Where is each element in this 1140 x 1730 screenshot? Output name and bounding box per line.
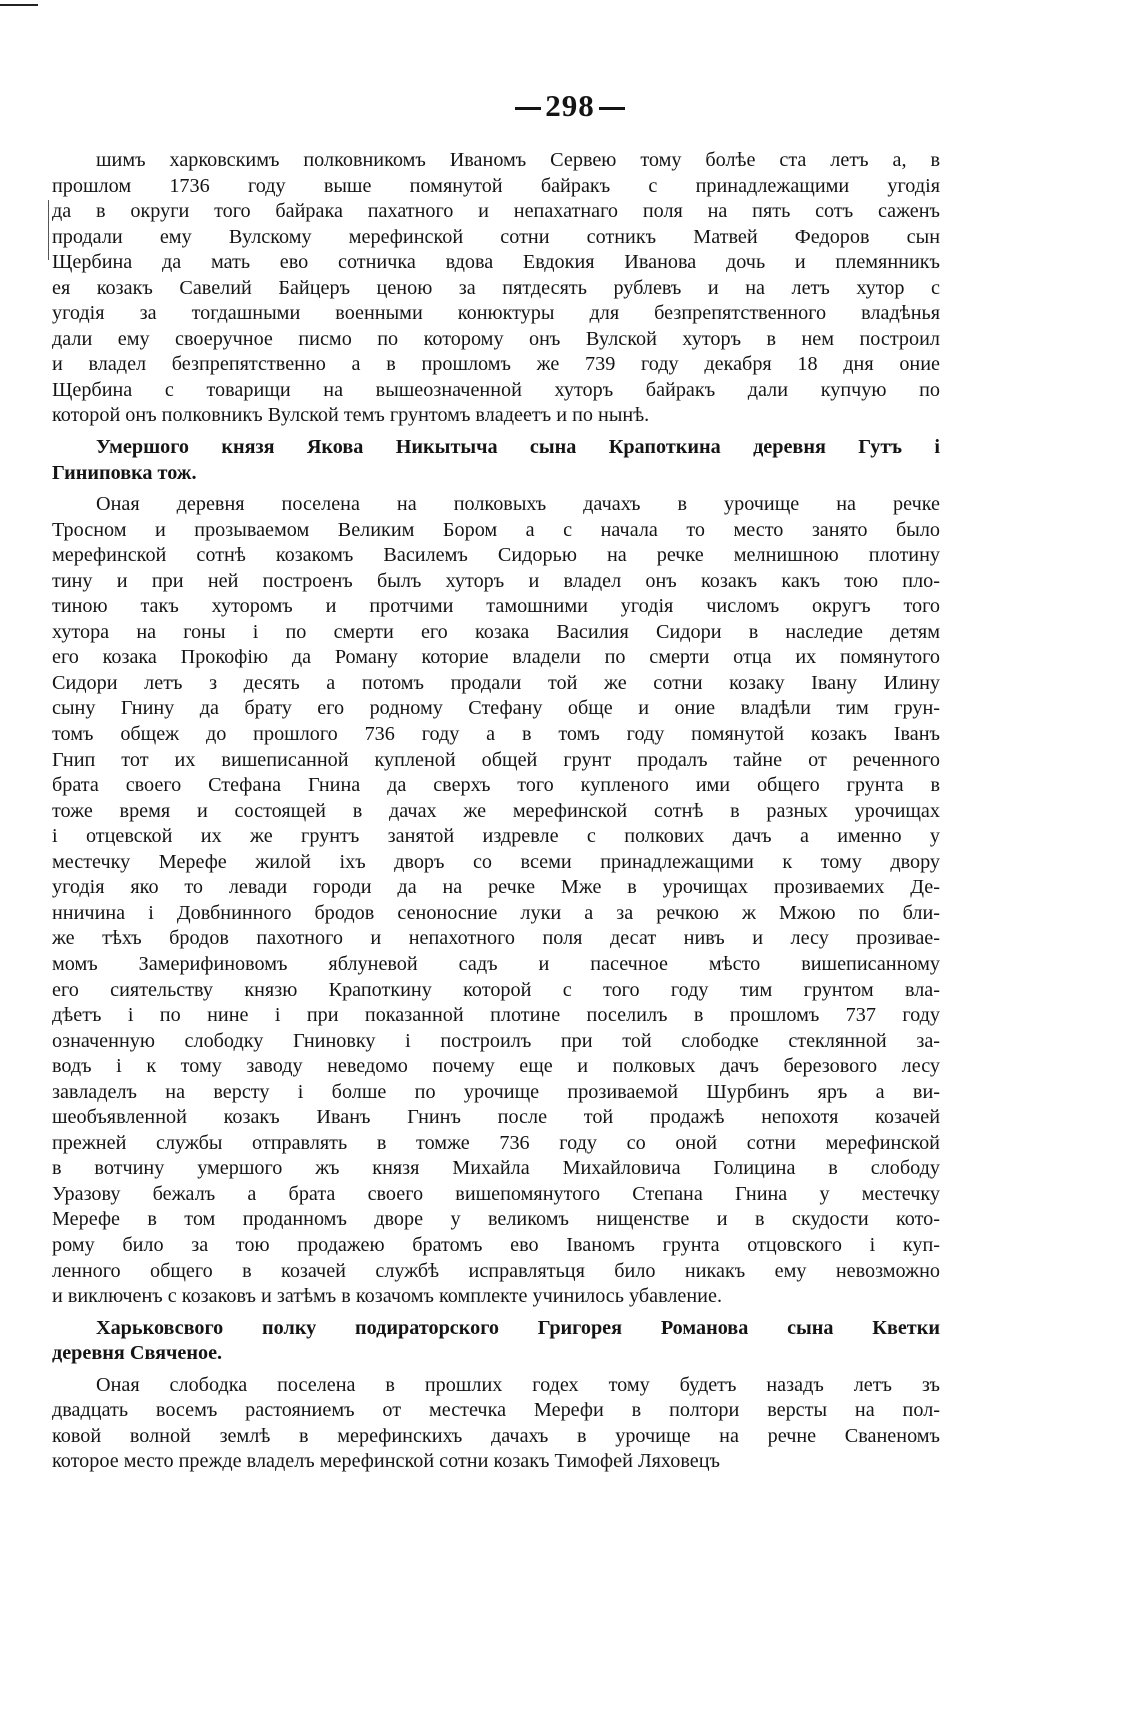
text-line: и владел безпрепятственно а в прошломъ же 739 году декабря 18 дня оние: [52, 353, 940, 376]
text-line: его козака Прокофію да Роману которие владели по смерти отца их помянутого: [52, 646, 940, 669]
dash-right: [599, 107, 625, 110]
text-line: Гнип тот их вишеписанной купленой общей грунт продалъ тайне от реченного: [52, 748, 940, 771]
paragraph: [52, 1373, 940, 1475]
text-line: Щербина с товарищи на вышеозначенной хуторъ байракъ дали купчую по: [52, 378, 940, 401]
text-line: шимъ харковскимъ полковникомъ Иваномъ Сервею тому болѣе ста летъ а, в: [96, 149, 940, 171]
text-line: Тросном и прозываемом Великим Бором а с начала то место занято было: [52, 518, 940, 541]
document-body: [52, 148, 940, 1475]
text-line: продали ему Вулскому мерефинской сотни сотникъ Матвей Федоров сын: [52, 225, 940, 248]
text-line: шеобъявленной козакъ Иванъ Гнинъ после той продажѣ непохотя козачей: [52, 1106, 940, 1129]
text-line: мерефинской сотнѣ козакомъ Василемъ Сидорью на речке мелнишною плотину: [52, 544, 940, 567]
text-line: томъ общеж до прошлого 736 году а в томъ году помянутой козакъ Іванъ: [52, 723, 940, 746]
text-line: ленного общего в козачей службѣ исправлятьця било никакъ ему невозможно: [52, 1259, 940, 1282]
text-line: Оная деревня поселена на полковыхъ дачахъ в урочище на речке: [96, 493, 940, 516]
page-number: 298: [545, 88, 595, 123]
text-line: угодія яко то левади городи да на речке Мже в урочищах прозиваемих Де-: [52, 876, 940, 899]
text-line: Гиниповка тож.: [52, 461, 197, 484]
text-line: тину и при ней построенъ былъ хуторъ и владел онъ козакъ какъ тою пло-: [52, 569, 940, 592]
text-line: брата своего Стефана Гнина да сверхъ того купленого ими общего грунта в: [52, 774, 940, 797]
text-line: которое место прежде владелъ мерефинской сотни козакъ Тимофей Ляховецъ: [52, 1450, 720, 1473]
text-line: рому било за тою продажею братомъ ево Іваномъ грунта отцовского і куп-: [52, 1233, 940, 1256]
text-line: сыну Гнину да брату его родному Стефану обще и оние владѣли тим грун-: [52, 697, 940, 720]
text-line: тиною такъ хуторомъ и протчими тамошними угодія числомъ округъ того: [52, 595, 940, 618]
text-line: в вотчину умершого жъ князя Михайла Михайловича Голицина в слободу: [52, 1157, 940, 1180]
text-line: и виключенъ с козаковъ и затѣмъ в козачомъ комплекте учинилось убавление.: [52, 1285, 722, 1308]
page-number-header: [0, 88, 1140, 124]
text-line: да в округи того байрака пахатного и непахатнаго поля на пять сотъ саженъ: [52, 200, 940, 223]
text-line: угодія за тогдашными военными конюктуры для безпрепятственного владѣнья: [52, 302, 940, 325]
text-line: означенную слободку Гниновку і построилъ при той слободке стеклянной за-: [52, 1029, 940, 1052]
text-line: деревня Свяченое.: [52, 1342, 223, 1365]
paragraph: [52, 148, 940, 429]
section-heading: [52, 1316, 940, 1367]
text-line: момъ Замерифиновомъ яблуневой садъ и пасечное мѣсто вишеписанному: [52, 952, 940, 975]
text-line: Уразову бежалъ а брата своего вишепомянутого Степана Гнина у местечку: [52, 1182, 940, 1205]
text-line: завладелъ на версту і болше по урочище прозиваемой Шурбинъ яръ а ви-: [52, 1080, 940, 1103]
text-line: же тѣхъ бродов пахотного и непахотного поля десат нивъ и лесу прозивае-: [52, 927, 940, 950]
text-line: прошлом 1736 году выше помянутой байракъ с принадлежащими угодія: [52, 174, 940, 197]
text-line: двадцать восемъ растояниемъ от местечка Мерефи в полтори версты на пол-: [52, 1399, 940, 1422]
dash-left: [515, 107, 541, 110]
text-line: дали ему своеручное писмо по которому онъ Вулской хуторъ в нем построил: [52, 327, 940, 350]
text-line: которой онъ полковникъ Вулской темъ грунтомъ владеетъ и по нынѣ.: [52, 404, 650, 427]
text-line: местечку Мерефе жилой ixъ дворъ со всеми принадлежащими к тому двору: [52, 850, 940, 873]
text-line: Щербина да мать ево сотничка вдова Евдокия Иванова дочь и племянникъ: [52, 251, 940, 274]
paragraph: [52, 492, 940, 1310]
text-line: ея козакъ Савелий Байцеръ ценою за пятдесять рублевъ и на летъ хутор с: [52, 276, 940, 299]
text-line: Оная слободка поселена в прошлих годех тому будетъ назадъ летъ зъ: [96, 1373, 940, 1396]
text-line: водъ i к тому заводу неведомо почему еще и полковых дачъ березового лесу: [52, 1055, 940, 1078]
section-heading: [52, 435, 940, 486]
text-line: Харьковсвого полку подираторского Григорея Романова сына Кветки: [96, 1316, 940, 1339]
text-line: хутора на гоны i по смерти его козака Василия Сидори в наследие детям: [52, 620, 940, 643]
text-line: тоже время и состоящей в дачах же мерефинской сотнѣ в разных урочищах: [52, 799, 940, 822]
text-line: Мерефе в том проданномъ дворе у великомъ нищенстве и в скудости кото-: [52, 1208, 940, 1231]
text-line: нничина і Довбнинного бродов сеноносние луки а за речкою ж Мжою по бли-: [52, 901, 940, 924]
text-line: і отцевской их же грунтъ занятой издревле с полкових дачъ а именно у: [52, 825, 940, 848]
text-line: Сидори летъ з десять а потомъ продали той же сотни козаку Івану Илину: [52, 671, 940, 694]
scan-corner-mark: [0, 4, 38, 6]
text-line: его сиятельству князю Крапоткину которой с того году тим грунтом вла-: [52, 978, 940, 1001]
text-line: дѣетъ і по нине і при показанной плотине поселилъ в прошломъ 737 году: [52, 1004, 940, 1027]
scan-edge-mark: [48, 200, 49, 260]
text-line: ковой волной землѣ в мерефинскихъ дачахъ в урочище на речне Сваненомъ: [52, 1424, 940, 1447]
text-line: прежней службы отправлять в томже 736 году со оной сотни мерефинской: [52, 1131, 940, 1154]
text-line: Умершого князя Якова Никытыча сына Крапоткина деревня Гутъ i: [96, 436, 940, 459]
